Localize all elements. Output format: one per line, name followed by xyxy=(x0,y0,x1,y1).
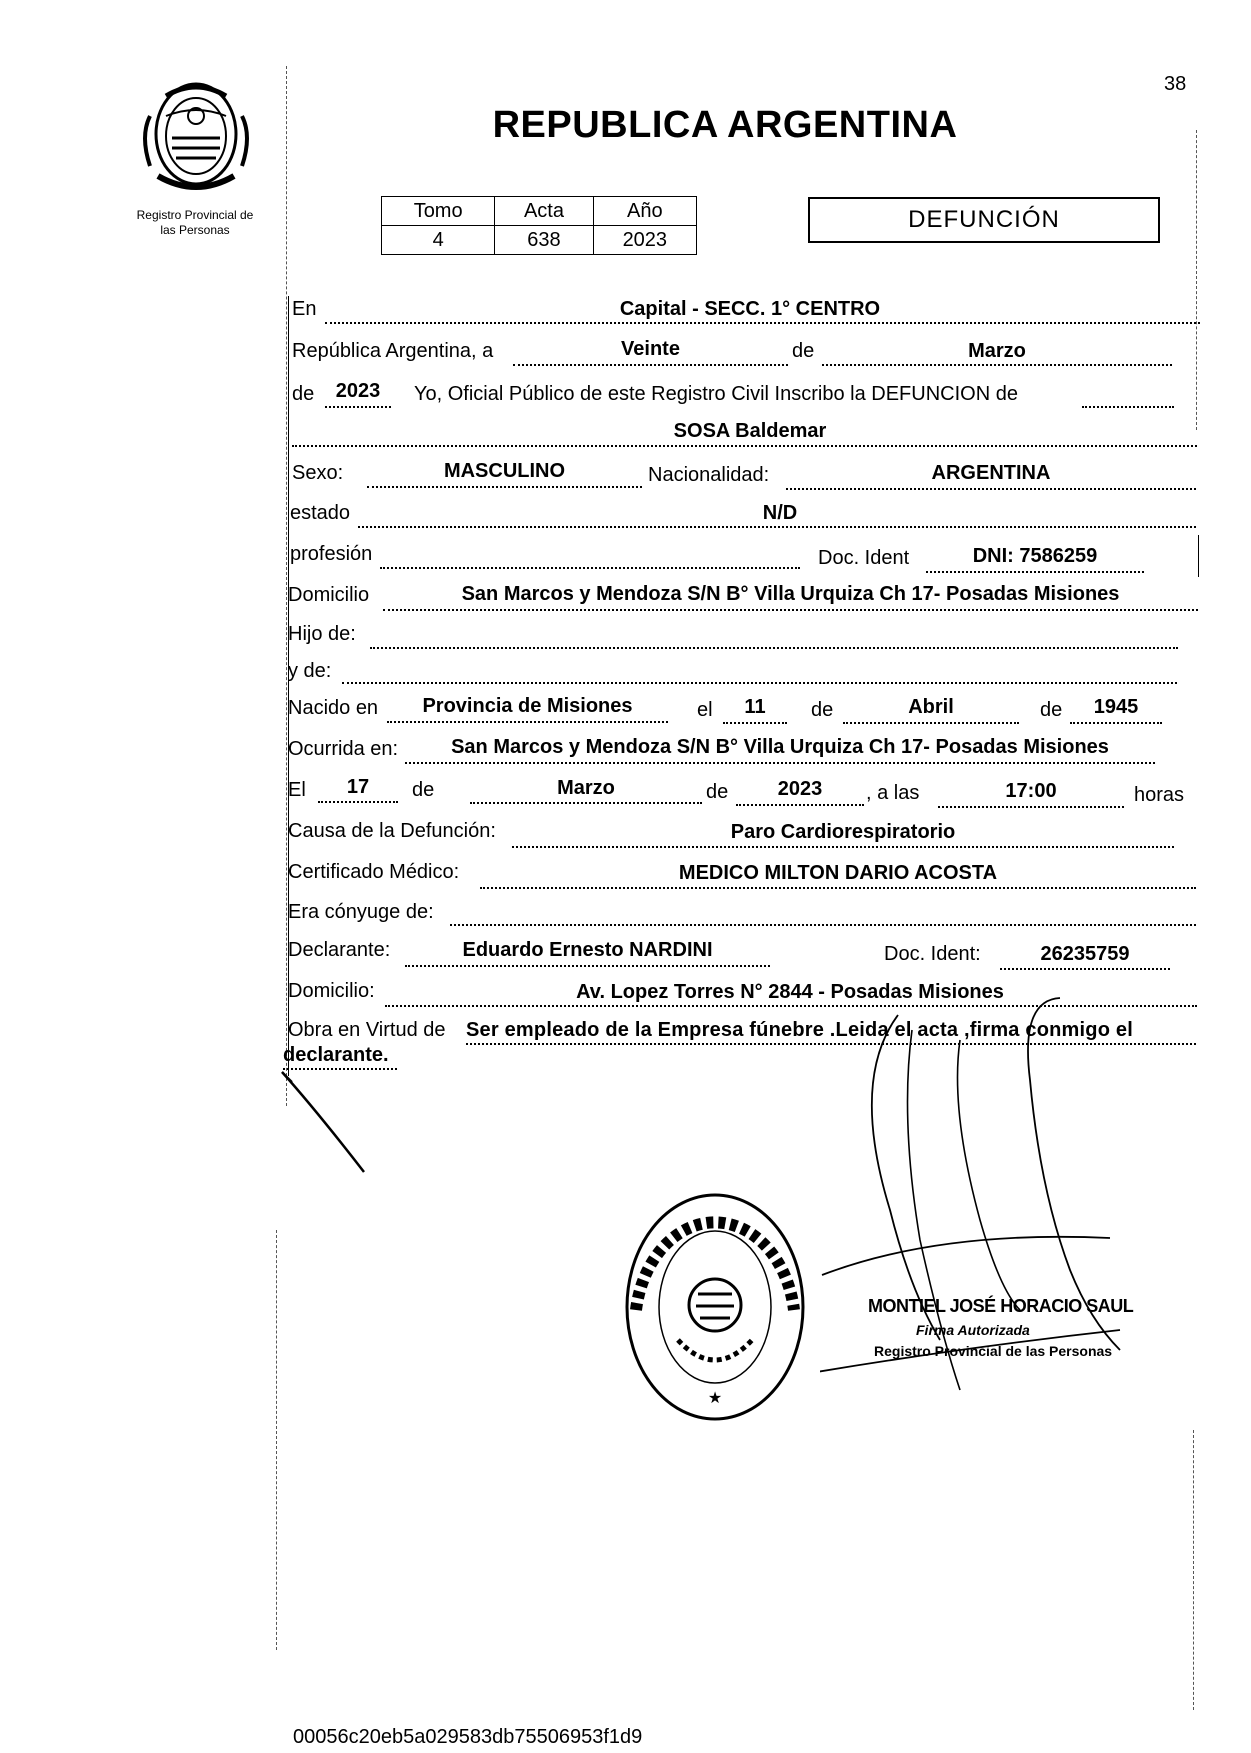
right-tick xyxy=(1198,535,1199,577)
declarante-label: Declarante: xyxy=(288,939,391,961)
domicilio-underline xyxy=(383,609,1198,611)
registry-table xyxy=(381,196,697,255)
yde-underline xyxy=(342,682,1177,684)
estado-underline xyxy=(358,526,1196,528)
yde-label: y de: xyxy=(288,660,332,682)
page-number: 38 xyxy=(1164,73,1187,95)
declarante-value: Eduardo Ernesto NARDINI xyxy=(462,939,713,961)
sexo-underline xyxy=(367,486,642,488)
nacionalidad-label: Nacionalidad: xyxy=(648,464,770,486)
decl-domicilio-label: Domicilio: xyxy=(288,980,375,1002)
nacido-label: Nacido en xyxy=(288,697,379,719)
death-time-underline xyxy=(938,806,1124,808)
signature-scrawl xyxy=(820,990,1140,1440)
birth-day: 11 xyxy=(744,696,766,718)
obra-value-line1: Ser empleado de la Empresa fúnebre .Leida el acta ,firma conmigo el xyxy=(466,1019,1133,1041)
causa-value: Paro Cardiorespiratorio xyxy=(730,821,956,843)
birth-de1: de xyxy=(811,699,834,721)
decl-domicilio-value: Av. Lopez Torres N° 2844 - Posadas Misiones xyxy=(576,981,1004,1003)
de-label: de xyxy=(792,340,815,362)
registry-value-anio: 2023 xyxy=(593,226,696,255)
en-value: Capital - SECC. 1° CENTRO xyxy=(619,298,881,320)
province-seal-icon xyxy=(136,76,256,200)
nacionalidad-underline xyxy=(786,488,1196,490)
doc-underline xyxy=(926,571,1144,573)
conyuge-underline xyxy=(450,924,1196,926)
inscription-text: Yo, Oficial Público de este Registro Civil Inscribo la DEFUNCION de xyxy=(414,383,1018,405)
death-year-underline xyxy=(736,804,864,806)
death-time: 17:00 xyxy=(1005,780,1057,802)
estado-value: N/D xyxy=(762,502,798,524)
registry-header-anio: Año xyxy=(593,197,696,226)
signatory-role: Firma Autorizada xyxy=(916,1322,1030,1338)
declarante-underline xyxy=(405,965,770,967)
registry-table-header-row xyxy=(382,197,697,226)
ocurrida-label: Ocurrida en: xyxy=(288,738,399,760)
estado-label: estado xyxy=(290,502,351,524)
death-de2: de xyxy=(706,781,729,803)
birth-year-underline xyxy=(1070,722,1162,724)
profesion-label: profesión xyxy=(290,543,373,565)
death-year: 2023 xyxy=(777,778,823,800)
stamp-icon xyxy=(622,1190,808,1424)
day-underline xyxy=(513,364,788,366)
signatory-name: MONTIEL JOSÉ HORACIO SAUL xyxy=(868,1296,1134,1316)
inscription-underline xyxy=(1082,406,1174,408)
registry-header-acta: Acta xyxy=(495,197,593,226)
ocurrida-value: San Marcos y Mendoza S/N B° Villa Urquiza Ch 17- Posadas Misiones xyxy=(451,736,1109,758)
hijo-label: Hijo de: xyxy=(288,623,356,645)
logo-caption-line2: las Personas xyxy=(160,223,230,237)
obra-label: Obra en Virtud de xyxy=(288,1019,446,1041)
death-month: Marzo xyxy=(557,777,615,799)
death-de1: de xyxy=(412,779,435,801)
province-seal xyxy=(136,76,256,200)
birth-de2: de xyxy=(1040,699,1063,721)
ocurrida-underline xyxy=(405,762,1155,764)
republica-label: República Argentina, a xyxy=(292,340,494,362)
sexo-value: MASCULINO xyxy=(443,460,566,482)
nacido-place: Provincia de Misiones xyxy=(422,695,633,717)
en-label: En xyxy=(292,298,317,320)
certificado-value: MEDICO MILTON DARIO ACOSTA xyxy=(678,862,998,884)
certificado-label: Certificado Médico: xyxy=(288,861,460,883)
horas-label: horas xyxy=(1134,784,1185,806)
nacionalidad-value: ARGENTINA xyxy=(931,462,1051,484)
svg-text:★: ★ xyxy=(707,1388,723,1407)
nacido-underline xyxy=(387,721,668,723)
registry-value-acta: 638 xyxy=(495,226,593,255)
closing-stroke xyxy=(276,1060,376,1180)
logo-caption-line1: Registro Provincial de xyxy=(136,208,254,222)
causa-underline xyxy=(512,846,1174,848)
en-underline xyxy=(325,322,1200,324)
decl-doc-value: 26235759 xyxy=(1040,943,1130,965)
alas-label: , a las xyxy=(866,782,920,804)
birth-year: 1945 xyxy=(1093,696,1139,718)
right-margin-line-lower xyxy=(1193,1430,1194,1710)
registry-value-tomo: 4 xyxy=(382,226,495,255)
hijo-underline xyxy=(370,647,1178,649)
registry-table-value-row xyxy=(382,226,697,255)
year-value: 2023 xyxy=(335,380,381,402)
month-word: Marzo xyxy=(968,340,1026,362)
doc-label: Doc. Ident xyxy=(818,547,910,569)
deceased-name: SOSA Baldemar xyxy=(673,420,827,442)
birth-month: Abril xyxy=(908,696,954,718)
causa-label: Causa de la Defunción: xyxy=(288,820,496,842)
day-word: Veinte xyxy=(621,338,680,360)
name-underline xyxy=(292,445,1197,447)
signatory-org: Registro Provincial de las Personas xyxy=(874,1343,1113,1359)
document-hash: 00056c20eb5a029583db75506953f1d9 xyxy=(293,1726,643,1748)
certificado-underline xyxy=(480,887,1196,889)
birth-day-underline xyxy=(723,722,787,724)
death-day-underline xyxy=(318,801,398,803)
decl-doc-label: Doc. Ident: xyxy=(884,943,981,965)
death-day: 17 xyxy=(346,776,370,798)
year-underline xyxy=(325,406,391,408)
el-date-label: El xyxy=(288,779,306,801)
record-type-box: DEFUNCIÓN xyxy=(808,197,1160,243)
profesion-underline xyxy=(380,567,800,569)
official-stamp xyxy=(622,1190,808,1424)
domicilio-value: San Marcos y Mendoza S/N B° Villa Urquiza Ch 17- Posadas Misiones xyxy=(461,583,1120,605)
birth-month-underline xyxy=(843,722,1019,724)
left-margin-line xyxy=(286,66,287,1106)
month-underline xyxy=(822,364,1172,366)
page-title: REPUBLICA ARGENTINA xyxy=(492,104,958,146)
death-month-underline xyxy=(470,802,702,804)
right-margin-line xyxy=(1196,130,1197,430)
domicilio-label: Domicilio xyxy=(288,584,370,606)
registry-header-tomo: Tomo xyxy=(382,197,495,226)
decl-doc-underline xyxy=(1000,968,1170,970)
el-label: el xyxy=(697,699,713,721)
conyuge-label: Era cónyuge de: xyxy=(288,901,434,923)
left-margin-line-lower xyxy=(276,1230,277,1650)
year-prefix: de xyxy=(292,383,315,405)
obra-value-line2: declarante. xyxy=(283,1044,389,1066)
doc-value: DNI: 7586259 xyxy=(972,545,1098,567)
logo-caption xyxy=(112,208,278,238)
sexo-label: Sexo: xyxy=(292,462,344,484)
